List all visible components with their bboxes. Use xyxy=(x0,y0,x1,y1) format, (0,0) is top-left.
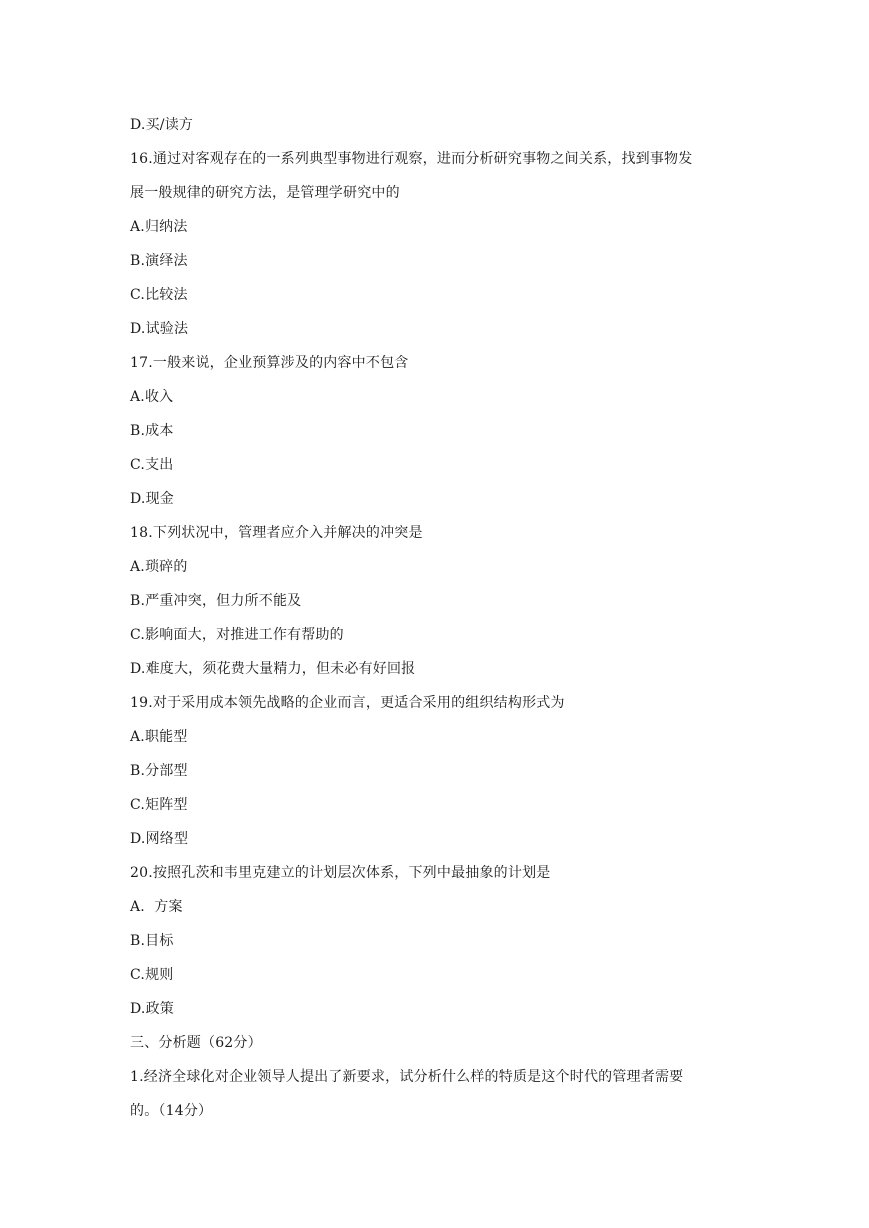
option-c-q18: C.影响面大，对推进工作有帮助的 xyxy=(130,627,344,643)
option-b-q16: B.演绎法 xyxy=(130,253,188,269)
option-a-q19: A.职能型 xyxy=(130,729,188,745)
option-a-q18: A.琐碎的 xyxy=(130,559,188,575)
question-20: 20.按照孔茨和韦里克建立的计划层次体系，下列中最抽象的计划是 xyxy=(130,865,551,881)
question-17: 17.一般来说，企业预算涉及的内容中不包含 xyxy=(130,355,409,371)
question-18: 18.下列状况中，管理者应介入并解决的冲突是 xyxy=(130,525,423,541)
option-c-q17: C.支出 xyxy=(130,457,174,473)
option-a-q17: A.收入 xyxy=(130,389,174,405)
question-16-line-1: 16.通过对客观存在的一系列典型事物进行观察，进而分析研究事物之间关系，找到事物发 xyxy=(130,151,693,167)
option-c-q19: C.矩阵型 xyxy=(130,797,188,813)
option-b-q17: B.成本 xyxy=(130,423,174,439)
question-19: 19.对于采用成本领先战略的企业而言，更适合采用的组织结构形式为 xyxy=(130,695,565,711)
analysis-question-1-line-2: 的。（14分） xyxy=(130,1103,213,1119)
section-heading-analysis: 三、分析题（62分） xyxy=(130,1035,262,1051)
option-a-q16: A.归纳法 xyxy=(130,219,188,235)
option-b-q19: B.分部型 xyxy=(130,763,188,779)
option-c-q20: C.规则 xyxy=(130,967,174,983)
analysis-question-1-line-1: 1.经济全球化对企业领导人提出了新要求，试分析什么样的特质是这个时代的管理者需要 xyxy=(130,1069,684,1085)
option-d-q18: D.难度大，须花费大量精力，但未必有好回报 xyxy=(130,661,416,677)
option-d-q17: D.现金 xyxy=(130,491,174,507)
question-16-line-2: 展一般规律的研究方法，是管理学研究中的 xyxy=(130,185,400,201)
option-d-q19: D.网络型 xyxy=(130,831,189,847)
option-a-q20: A. 方案 xyxy=(130,899,183,915)
option-d-q20: D.政策 xyxy=(130,1001,174,1017)
document-page xyxy=(130,108,750,1128)
option-c-q16: C.比较法 xyxy=(130,287,188,303)
option-d-q15: D.买/读方 xyxy=(130,117,194,133)
option-b-q20: B.目标 xyxy=(130,933,174,949)
option-b-q18: B.严重冲突，但力所不能及 xyxy=(130,593,302,609)
option-d-q16: D.试验法 xyxy=(130,321,189,337)
